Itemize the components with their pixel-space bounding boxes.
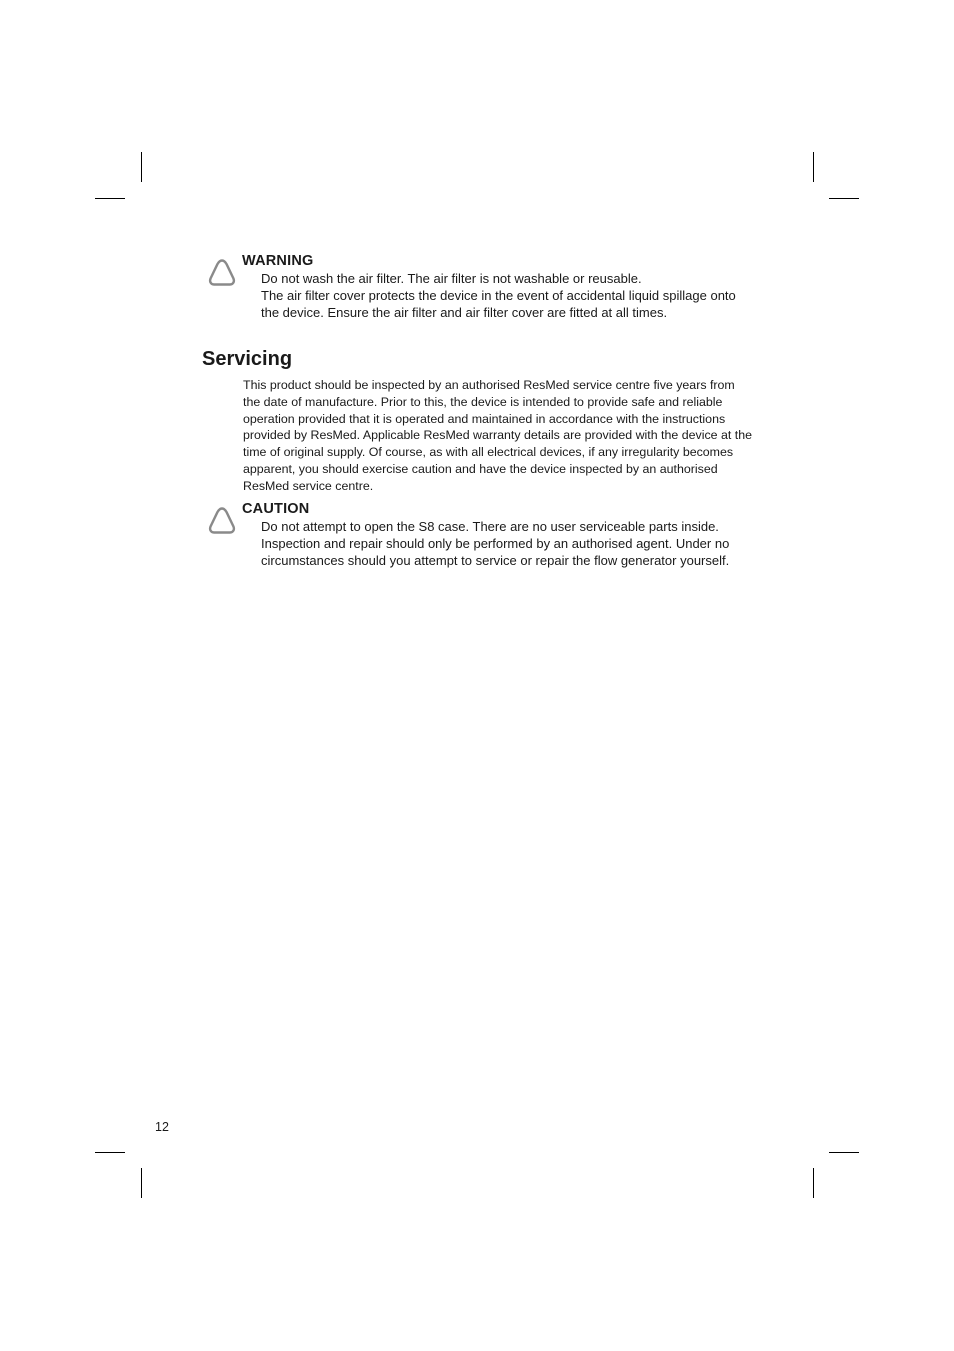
crop-mark-bottom-left-horizontal <box>95 1152 125 1153</box>
caution-triangle-icon <box>206 257 238 289</box>
warning-body <box>261 270 756 321</box>
caution-line: Do not attempt to open the S8 case. There are no user serviceable parts inside. <box>261 519 719 534</box>
crop-mark-top-left-vertical <box>141 152 142 182</box>
crop-mark-top-left-horizontal <box>95 198 125 199</box>
warning-title: WARNING <box>242 253 314 269</box>
crop-mark-top-right-vertical <box>813 152 814 182</box>
warning-line: Do not wash the air filter. The air filter is not washable or reusable. <box>261 271 642 286</box>
crop-mark-bottom-right-vertical <box>813 1168 814 1198</box>
servicing-paragraph: This product should be inspected by an authorised ResMed service centre five years from the date of manufacture. Prior to this, the device is intended to provide safe and reliable operation provided that it is operated and maintained in accordance with the instructions provided by ResMed. Applicable ResMed warranty details are provided with the device at the time of original supply. Of course, as with all electrical devices, if any irregularity becomes apparent, you should exercise caution and have the device inspected by an authorised ResMed service centre. <box>243 378 752 493</box>
caution-title: CAUTION <box>242 501 310 517</box>
warning-line: The air filter cover protects the device in the event of accidental liquid spillage onto the device. Ensure the air filter and air filter cover are fitted at all times. <box>261 288 736 320</box>
caution-notice <box>202 501 762 605</box>
section-heading-servicing: Servicing <box>202 348 293 370</box>
crop-mark-top-right-horizontal <box>829 198 859 199</box>
page-number: 12 <box>155 1120 169 1134</box>
caution-triangle-icon <box>206 505 238 537</box>
crop-mark-bottom-right-horizontal <box>829 1152 859 1153</box>
warning-notice <box>202 253 762 343</box>
caution-body <box>261 518 756 569</box>
crop-mark-bottom-left-vertical <box>141 1168 142 1198</box>
caution-line: Inspection and repair should only be performed by an authorised agent. Under no circumstances should you attempt to service or repair the flow generator yourself. <box>261 536 730 568</box>
